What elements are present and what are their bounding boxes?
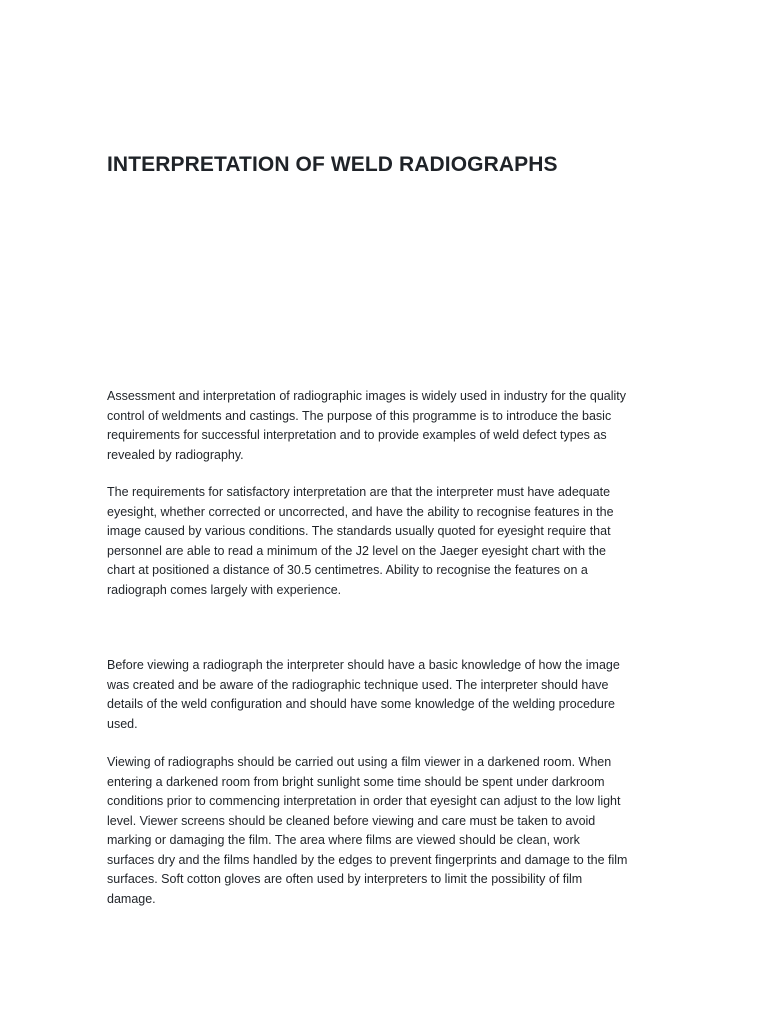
text-line: The requirements for satisfactory interpretation are that the interpreter must have adequate	[107, 485, 611, 499]
text-line: surfaces. Soft cotton gloves are often used by interpreters to limit the possibility of film	[107, 872, 583, 886]
text-line: eyesight, whether corrected or uncorrected, and have the ability to recognise features in the	[107, 504, 614, 519]
text-line: was created and be aware of the radiographic technique used. The interpreter should have	[107, 677, 609, 692]
paragraph-before-viewing	[107, 656, 667, 734]
text-line: image caused by various conditions. The standards usually quoted for eyesight require that	[107, 524, 611, 538]
text-line: Before viewing a radiograph the interpreter should have a basic knowledge of how the image	[107, 658, 620, 672]
text-line: personnel are able to read a minimum of the J2 level on the Jaeger eyesight chart with the	[107, 543, 606, 558]
text-line: marking or damaging the film. The area where films are viewed should be clean, work	[107, 833, 580, 847]
text-line: chart at positioned a distance of 30.5 centimetres. Ability to recognise the features on a	[107, 563, 588, 577]
text-line: revealed by radiography.	[107, 447, 244, 462]
text-line: entering a darkened room from bright sunlight some time should be spent under darkroom	[107, 774, 605, 789]
text-line: radiograph comes largely with experience.	[107, 582, 342, 597]
text-line: Assessment and interpretation of radiographic images is widely used in industry for the quality	[107, 389, 627, 403]
text-line: conditions prior to commencing interpretation in order that eyesight can adjust to the low light	[107, 794, 621, 808]
text-line: surfaces dry and the films handled by the edges to prevent fingerprints and damage to the film	[107, 852, 628, 867]
text-line: used.	[107, 716, 138, 731]
paragraph-assessment	[107, 387, 667, 465]
text-line: Viewing of radiographs should be carried out using a film viewer in a darkened room. When	[107, 755, 612, 769]
document-title: INTERPRETATION OF WELD RADIOGRAPHS	[107, 153, 558, 176]
paragraph-requirements	[107, 483, 667, 600]
text-line: damage.	[107, 891, 156, 906]
text-line: control of weldments and castings. The purpose of this programme is to introduce the basic	[107, 408, 612, 423]
text-line: level. Viewer screens should be cleaned before viewing and care must be taken to avoid	[107, 813, 596, 828]
text-line: details of the weld configuration and should have some knowledge of the welding procedure	[107, 697, 615, 711]
paragraph-viewing-conditions	[107, 753, 667, 909]
text-line: requirements for successful interpretation and to provide examples of weld defect types as	[107, 428, 607, 442]
